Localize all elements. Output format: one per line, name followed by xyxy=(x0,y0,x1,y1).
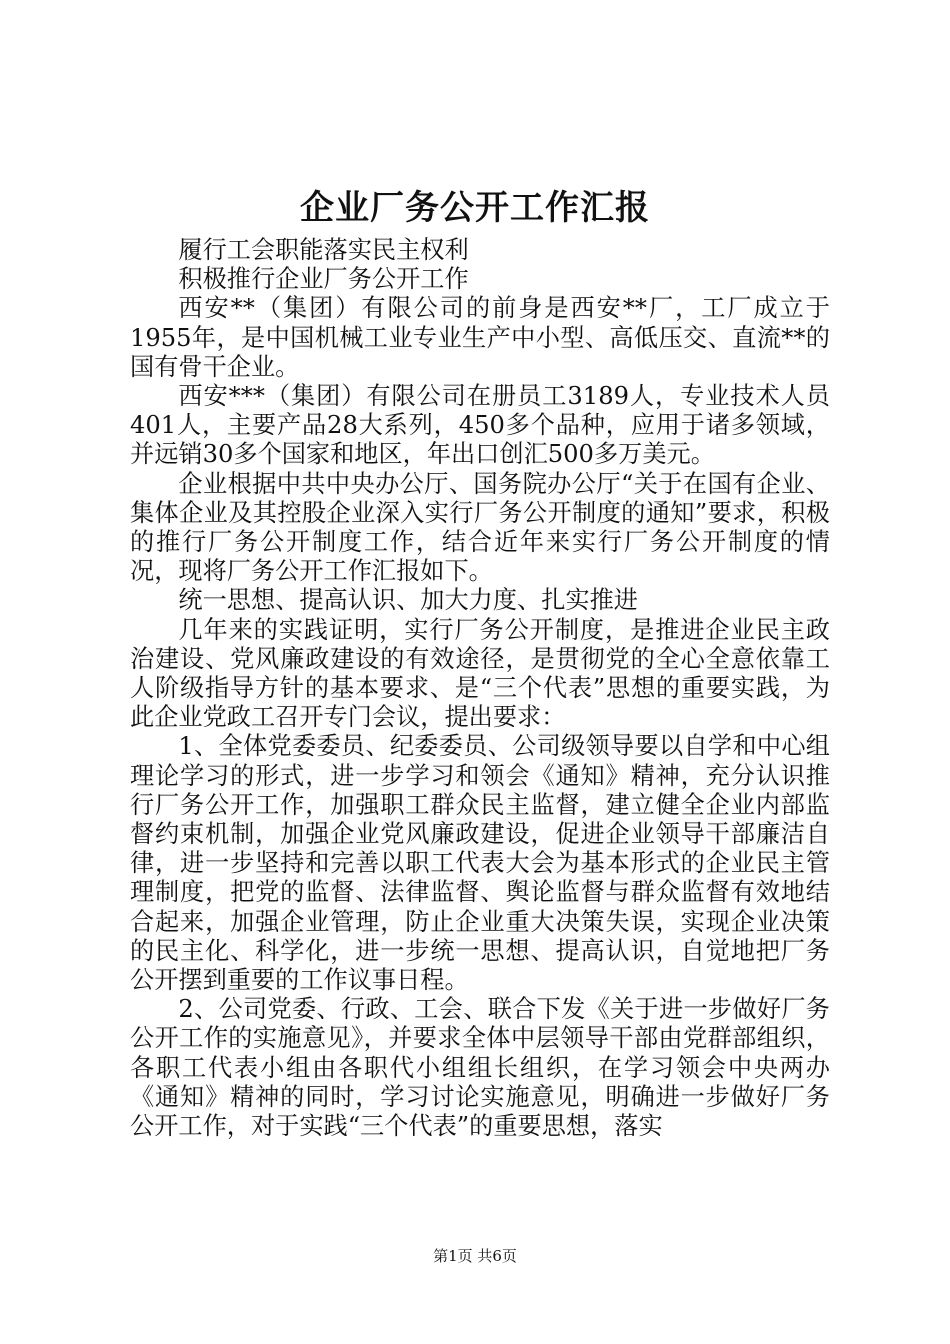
paragraph-company-profile: 西安***（集团）有限公司在册员工3189人，专业技术人员401人，主要产品28大系列，450多个品种，应用于诸多领域，并远销30多个国家和地区，年出口创汇500多万美元。 xyxy=(130,382,830,469)
subtitle-line-2: 积极推行企业厂务公开工作 xyxy=(178,265,469,294)
page-number: 第1页 共6页 xyxy=(433,1247,517,1265)
document-body xyxy=(130,236,830,1141)
document-title: 企业厂务公开工作汇报 xyxy=(300,188,650,228)
paragraph-item-1: 1、全体党委委员、纪委委员、公司级领导要以自学和中心组理论学习的形式，进一步学习和领会《通知》精神，充分认识推行厂务公开工作，加强职工群众民主监督，建立健全企业内部监督约束机制，加强企业党风廉政建设，促进企业领导干部廉洁自律，进一步坚持和完善以职工代表大会为基本形式的企业民主管理制度，把党的监督、法律监督、舆论监督与群众监督有效地结合起来，加强企业管理，防止企业重大决策失误，实现企业决策的民主化、科学化，进一步统一思想、提高认识，自觉地把厂务公开摆到重要的工作议事日程。 xyxy=(130,732,830,995)
section-heading: 统一思想、提高认识、加大力度、扎实推进 xyxy=(178,586,638,615)
paragraph-practice: 几年来的实践证明，实行厂务公开制度，是推进企业民主政治建设、党风廉政建设的有效途径，是贯彻党的全心全意依靠工人阶级指导方针的基本要求、是“三个代表”思想的重要实践，为此企业党政工召开专门会议，提出要求： xyxy=(130,615,830,732)
paragraph-background: 企业根据中共中央办公厅、国务院办公厅“关于在国有企业、集体企业及其控股企业深入实行厂务公开制度的通知”要求，积极的推行厂务公开制度工作，结合近年来实行厂务公开制度的情况，现将厂务公开工作汇报如下。 xyxy=(130,469,830,586)
paragraph-item-2: 2、公司党委、行政、工会、联合下发《关于进一步做好厂务公开工作的实施意见》，并要求全体中层领导干部由党群部组织，各职工代表小组由各职代小组组长组织，在学习领会中央两办《通知》精神的同时，学习讨论实施意见，明确进一步做好厂务公开工作，对于实践“三个代表”的重要思想，落实 xyxy=(130,995,830,1141)
paragraph-company-history: 西安**（集团）有限公司的前身是西安**厂，工厂成立于1955年，是中国机械工业专业生产中小型、高低压交、直流**的国有骨干企业。 xyxy=(130,294,830,381)
subtitle-line-1: 履行工会职能落实民主权利 xyxy=(178,236,469,264)
